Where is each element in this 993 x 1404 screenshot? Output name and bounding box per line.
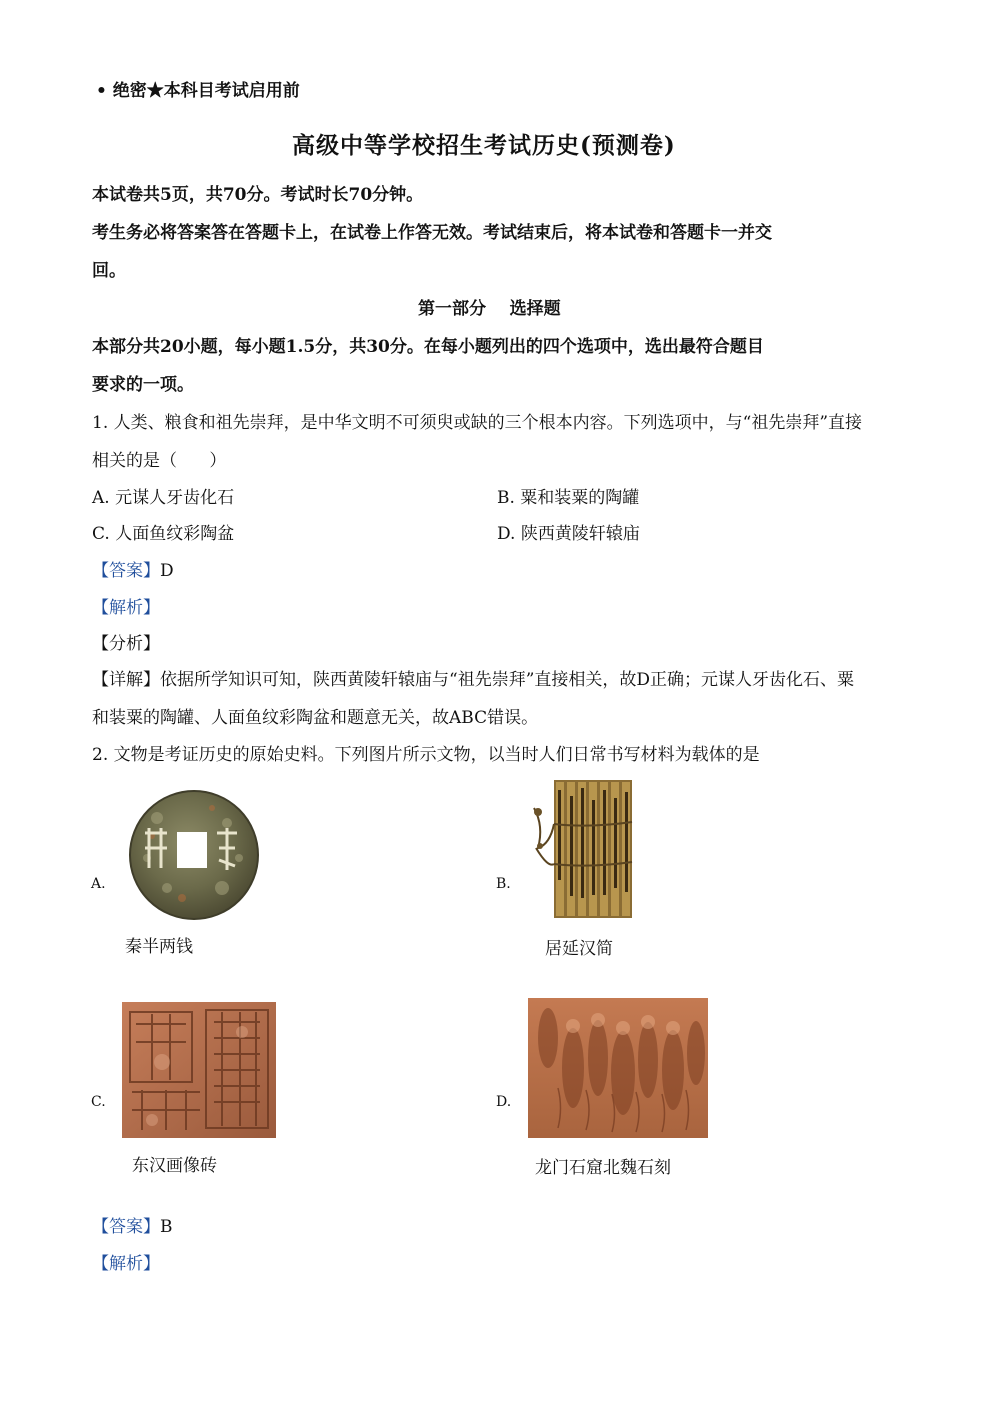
- q1-stem-b: 相关的是（ ）: [92, 451, 227, 471]
- q2-option-b-label: B.: [496, 876, 511, 892]
- q2-caption-a: 秦半两钱: [125, 937, 193, 957]
- q1-answer-value: D: [160, 561, 174, 581]
- q1-option-c: C. 人面鱼纹彩陶盆: [92, 524, 235, 544]
- q1-option-b: B. 粟和装粟的陶罐: [497, 488, 640, 508]
- q2-option-d-label: D.: [496, 1094, 512, 1110]
- q2-caption-d: 龙门石窟北魏石刻: [535, 1158, 671, 1178]
- section-desc-b: 要求的一项。: [92, 375, 194, 395]
- longmen-stone-carving-image: [528, 998, 708, 1138]
- q2-option-c-label: C.: [91, 1094, 106, 1110]
- section-desc-a: 本部分共20小题，每小题1.5分，共30分。在每小题列出的四个选项中，选出最符合题目: [92, 337, 764, 357]
- juyan-bamboo-slips-image: [530, 778, 636, 920]
- intro-line-2b: 回。: [92, 261, 126, 281]
- q2-answer-label: 【答案】: [92, 1217, 160, 1237]
- q2-option-a-label: A.: [91, 876, 106, 892]
- q1-option-a: A. 元谋人牙齿化石: [92, 488, 235, 508]
- q2-analysis-label: 【解析】: [92, 1254, 160, 1274]
- q1-answer: [92, 560, 174, 582]
- section-heading: 第一部分 选择题: [418, 299, 561, 319]
- qin-banliang-coin-image: [127, 788, 261, 922]
- intro-line-1: 本试卷共5页，共70分。考试时长70分钟。: [92, 185, 424, 205]
- page-title: 高级中等学校招生考试历史(预测卷): [292, 132, 676, 159]
- q2-caption-b: 居延汉简: [545, 939, 613, 959]
- han-pictorial-brick-image: [122, 1002, 276, 1138]
- q2-answer: [92, 1216, 173, 1238]
- q2-stem: 2. 文物是考证历史的原始史料。下列图片所示文物，以当时人们日常书写材料为载体的是: [92, 745, 760, 765]
- q1-fenxi-label: 【分析】: [92, 634, 160, 654]
- q1-detail-text-a: 依据所学知识可知，陕西黄陵轩辕庙与“祖先崇拜”直接相关，故D正确；元谋人牙齿化石、粟: [160, 670, 855, 690]
- q1-detail-label: 【详解】: [92, 670, 160, 690]
- q1-answer-label: 【答案】: [92, 561, 160, 581]
- q2-answer-value: B: [160, 1217, 173, 1237]
- secret-marker: • 绝密★本科目考试启用前: [96, 81, 300, 101]
- q2-caption-c: 东汉画像砖: [132, 1156, 217, 1176]
- q1-option-d: D. 陕西黄陵轩辕庙: [497, 524, 640, 544]
- q1-detail-b: 和装粟的陶罐、人面鱼纹彩陶盆和题意无关，故ABC错误。: [92, 708, 539, 728]
- q1-analysis-label: 【解析】: [92, 598, 160, 618]
- intro-line-2a: 考生务必将答案答在答题卡上，在试卷上作答无效。考试结束后，将本试卷和答题卡一并交: [92, 223, 772, 243]
- q1-stem-a: 1. 人类、粮食和祖先崇拜，是中华文明不可须臾或缺的三个根本内容。下列选项中，与“祖先崇拜”直接: [92, 413, 863, 433]
- q1-detail-a: [92, 669, 854, 691]
